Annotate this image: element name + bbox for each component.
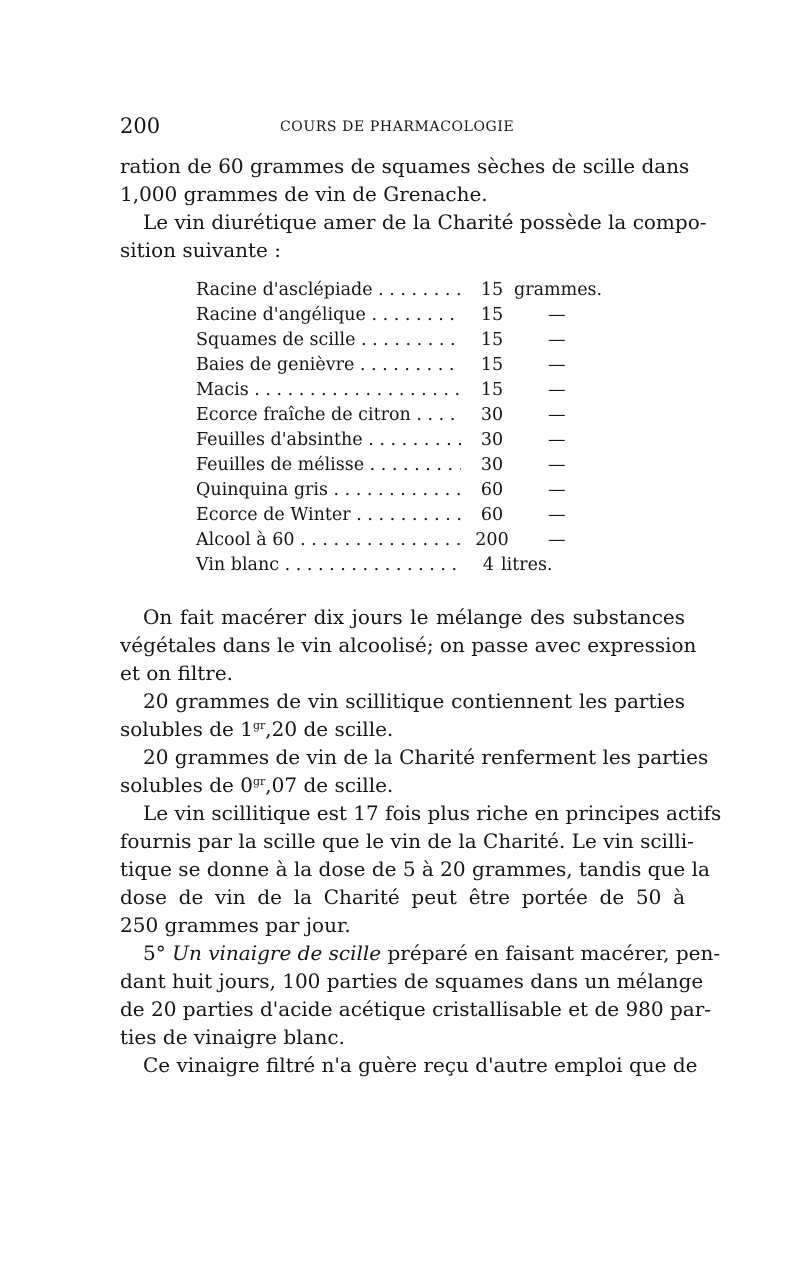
ingredient-unit: — — [548, 355, 566, 375]
ingredient-unit: — — [548, 430, 566, 450]
ingredient-quantity: 15 — [480, 280, 504, 300]
ingredient-unit: — — [548, 405, 566, 425]
ingredient-unit: — — [548, 380, 566, 400]
text-line: tique se donne à la dose de 5 à 20 grammes, tandis que la — [120, 857, 710, 881]
ingredient-quantity: 60 — [480, 480, 504, 500]
text-line: et on filtre. — [120, 661, 234, 685]
ingredient-quantity: 30 — [480, 405, 504, 425]
recipe-row — [196, 378, 636, 402]
ingredient-name: Macis . . . — [196, 378, 461, 402]
ingredient-quantity: 15 — [480, 305, 504, 325]
ingredient-unit: grammes. — [514, 280, 603, 300]
recipe-row — [196, 303, 636, 327]
ingredient-quantity: 15 — [480, 380, 504, 400]
text-line: Le vin scillitique est 17 fois plus riche en principes actifs — [143, 801, 722, 825]
text-line: 20 grammes de vin de la Charité renferment les parties — [143, 745, 709, 769]
text-line: Le vin diurétique amer de la Charité possède la compo- — [143, 210, 707, 234]
text-line — [120, 715, 685, 743]
ingredient-name: Feuilles de mélisse . . . — [196, 453, 461, 477]
ingredient-name: Alcool à 60 . . . — [196, 528, 461, 552]
page-number: 200 — [120, 114, 161, 138]
ingredient-name: Racine d'angélique . . . — [196, 303, 461, 327]
text-line: sition suivante : — [120, 238, 281, 262]
recipe-row — [196, 453, 636, 477]
ingredient-quantity: 30 — [480, 455, 504, 475]
text-span: préparé en faisant macérer, pen- — [381, 941, 721, 965]
ingredient-unit: — — [548, 480, 566, 500]
text-line: dose de vin de la Charité peut être portée de 50 à — [120, 885, 685, 909]
ingredient-unit: — — [548, 505, 566, 525]
text-span: solubles de 0 — [120, 773, 253, 797]
superscript-unit: gr — [252, 719, 266, 732]
recipe-row — [196, 553, 636, 577]
recipe-row — [196, 478, 636, 502]
superscript-unit: gr — [252, 775, 266, 788]
ingredient-name: Feuilles d'absinthe . . . — [196, 428, 461, 452]
text-line: fournis par la scille que le vin de la Charité. Le vin scilli- — [120, 829, 694, 853]
ingredient-name: Ecorce fraîche de citron . . . — [196, 403, 461, 427]
text-line: ration de 60 grammes de squames sèches de scille dans — [120, 154, 690, 178]
ingredient-name: Quinquina gris . . . — [196, 478, 461, 502]
text-line: 20 grammes de vin scillitique contiennent les parties — [143, 689, 685, 713]
ingredient-quantity: 15 — [480, 355, 504, 375]
text-line: 250 grammes par jour. — [120, 913, 351, 937]
recipe-row — [196, 353, 636, 377]
text-line: de 20 parties d'acide acétique cristallisable et de 980 par- — [120, 997, 712, 1021]
recipe-row — [196, 428, 636, 452]
text-line — [143, 939, 721, 967]
ingredient-name: Racine d'asclépiade . . . — [196, 278, 461, 302]
ingredient-name: Baies de genièvre . . . — [196, 353, 461, 377]
text-line: végétales dans le vin alcoolisé; on passe avec expression — [120, 633, 697, 657]
ingredient-quantity: 60 — [480, 505, 504, 525]
text-span: ,20 de scille. — [265, 717, 394, 741]
ingredient-name: Squames de scille . . . — [196, 328, 461, 352]
text-line: On fait macérer dix jours le mélange des substances — [143, 605, 685, 629]
recipe-row — [196, 503, 636, 527]
ingredient-name: Vin blanc . . . — [196, 553, 461, 577]
text-span: solubles de 1 — [120, 717, 253, 741]
page-header — [120, 114, 685, 138]
ingredient-unit: — — [548, 305, 566, 325]
text-line: Ce vinaigre filtré n'a guère reçu d'autre emploi que de — [143, 1053, 698, 1077]
recipe-row — [196, 328, 636, 352]
ingredient-quantity: 15 — [480, 330, 504, 350]
text-span: ,07 de scille. — [265, 773, 394, 797]
text-line — [120, 771, 685, 799]
ingredient-unit: — — [548, 330, 566, 350]
text-line: dant huit jours, 100 parties de squames dans un mélange — [120, 969, 704, 993]
text-span: 5° — [143, 941, 173, 965]
ingredient-quantity: 4 — [482, 555, 494, 575]
recipe-row — [196, 278, 636, 302]
recipe-row — [196, 403, 636, 427]
ingredient-name: Ecorce de Winter . . . — [196, 503, 461, 527]
recipe-row — [196, 528, 636, 552]
ingredient-unit: — — [548, 455, 566, 475]
text-line: 1,000 grammes de vin de Grenache. — [120, 182, 488, 206]
ingredient-quantity: 30 — [480, 430, 504, 450]
ingredient-unit: — — [548, 530, 566, 550]
running-title: COURS DE PHARMACOLOGIE — [280, 119, 515, 135]
text-line: ties de vinaigre blanc. — [120, 1025, 345, 1049]
ingredient-quantity: 200 — [475, 530, 509, 550]
italic-term: Un vinaigre de scille — [172, 941, 382, 965]
ingredient-unit: litres. — [501, 555, 553, 575]
